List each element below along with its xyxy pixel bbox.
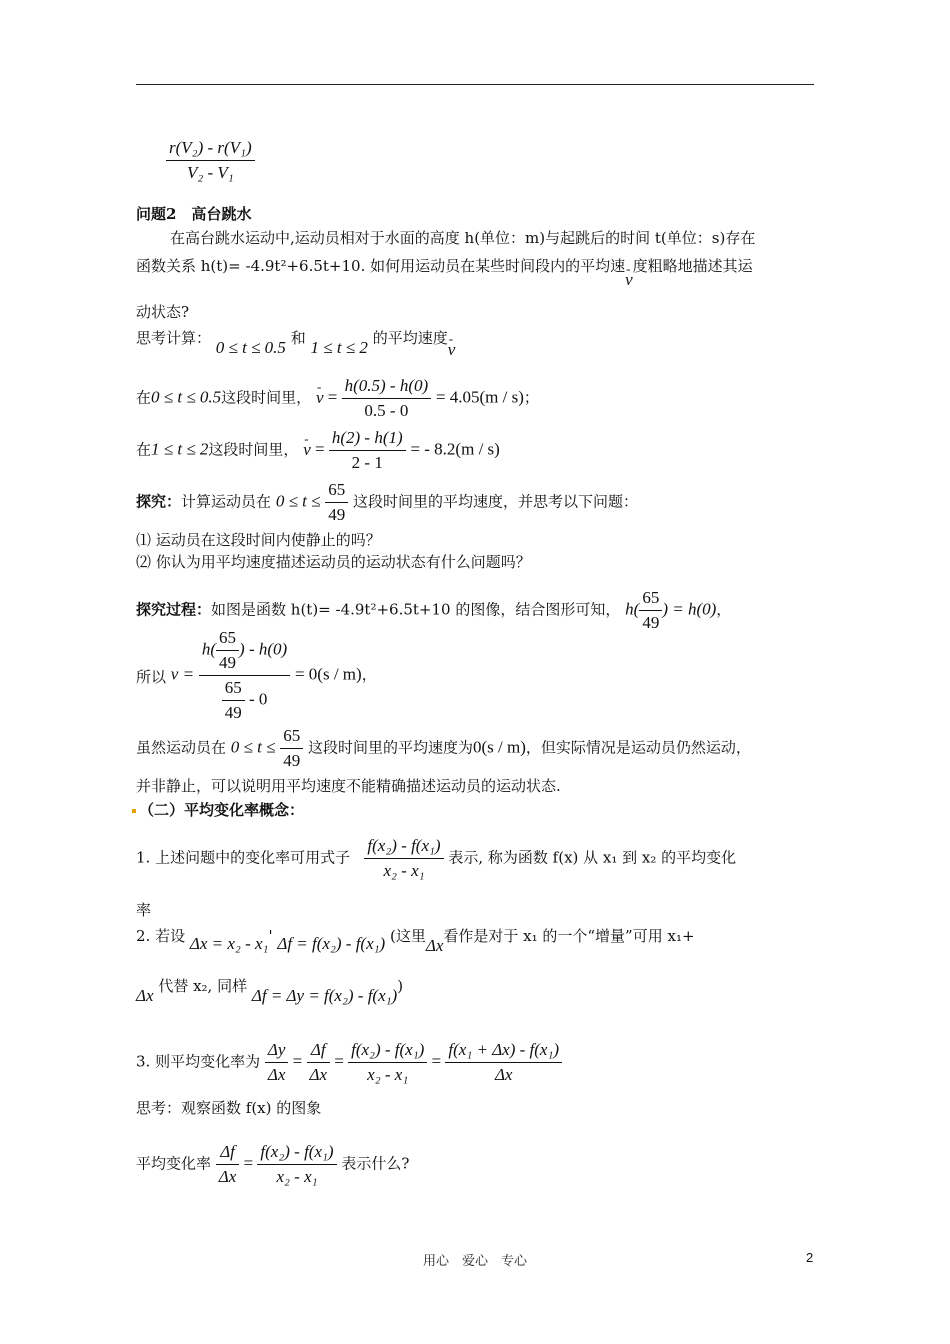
rate-question: 平均变化率 $\frac{\Delta f}{\Delta x}$ = $\frac{\text{f(x₂) - f(x₁)}}{\text{x₂ - x₁}}$ 表示什么? bbox=[136, 1142, 410, 1186]
although-line-2: 并非静止，可以说明用平均速度不能精确描述运动员的运动状态. bbox=[136, 777, 561, 795]
think-line: 思考计算： 0 ≤ t ≤ 0.5 和 1 ≤ t ≤ 2 的平均速度- v bbox=[136, 328, 455, 348]
explore-q1: ⑴ 运动员在这段时间内使静止的吗？ bbox=[136, 531, 381, 549]
footer-text: 用心 爱心 专心 bbox=[422, 1254, 527, 1269]
velocity-line-2: 在1 ≤ t ≤ 2这段时间里， - v = $\frac{h(2) - h(1)}{2 - 1}$ = - 8.2(m / s) bbox=[136, 428, 500, 473]
page-number: 2 bbox=[806, 1250, 814, 1265]
explore-q2: ⑵ 你认为用平均速度描述运动员的运动状态有什么问题吗？ bbox=[136, 553, 531, 571]
def-item-1: 1. 上述问题中的变化率可用式子 $\frac{\text{f(x₂) - f(x₁)}}{\text{x₂ - x₁}}$ 表示, 称为函数 f(x) 从 x₁ 到 x₂ 的平均变化 bbox=[136, 836, 737, 880]
def-item-2b: Δx 代替 x₂, 同样 Δf = Δy = f(x₂) - f(x₁)) bbox=[136, 977, 404, 1005]
process-result: 所以 v = h( $\frac{65}{49}$ ) - h(0) $\frac{65}{49}$ - 0 = 0(s / m)， bbox=[136, 628, 377, 722]
mark-dot bbox=[132, 809, 136, 813]
section2-heading: （二）平均变化率概念： bbox=[132, 800, 304, 820]
although-line: 虽然运动员在 0 ≤ t ≤ $\frac{65}{49}$ 这段时间里的平均速度为0(s / m)，但实际情况是运动员仍然运动， bbox=[136, 726, 751, 770]
def-item-3: 3. 则平均变化率为 $\frac{\Delta y}{\Delta x}$ = $\frac{\Delta f}{\Delta x}$ = $\frac{\text{f(x₂) - f(x₁)}}{\text{x₂ - x₁}}$ = $\frac{\text{f(x₁ + Δx) - f(x₁)}}{\Delta x}$ bbox=[136, 1040, 562, 1085]
process-line: 探究过程：如图是函数 h(t)= -4.9t²+6.5t+10 的图像，结合图形可知， h( $\frac{65}{49}$ ) = h(0)， bbox=[136, 588, 732, 632]
header-rule bbox=[136, 84, 814, 85]
problem2-p1: 在高台跳水运动中,运动员相对于水面的高度 h(单位：m)与起跳后的时间 t(单位：s)存在 bbox=[170, 229, 756, 247]
problem2-p3: 动状态? bbox=[136, 303, 190, 321]
def-item-1-end: 率 bbox=[136, 901, 152, 919]
velocity-line-1: 在0 ≤ t ≤ 0.5这段时间里， - v = $\frac{h(0.5) - h(0)}{0.5 - 0}$ = 4.05(m / s)； bbox=[136, 376, 539, 421]
def-item-2: 2. 若设 Δx = x₂ - x₁' Δf = f(x₂) - f(x₁) (这里Δx看作是对于 x₁ 的一个“增量”可用 x₁+ bbox=[136, 927, 695, 955]
problem2-p2: 函数关系 h(t)= -4.9t²+6.5t+10. 如何用运动员在某些时间段内的平均速- v度粗略地描述其运 bbox=[136, 256, 753, 276]
top-formula: $\frac{\text{r(V₂) - r(V₁)}}{\text{V₂ - V₁}}$ bbox=[166, 138, 255, 183]
think-observe: 思考：观察函数 f(x) 的图象 bbox=[136, 1099, 322, 1117]
problem2-heading: 问题2 高台跳水 bbox=[136, 205, 252, 223]
explore-line: 探究：计算运动员在 0 ≤ t ≤ $\frac{65}{49}$ 这段时间里的平均速度，并思考以下问题： bbox=[136, 480, 639, 524]
